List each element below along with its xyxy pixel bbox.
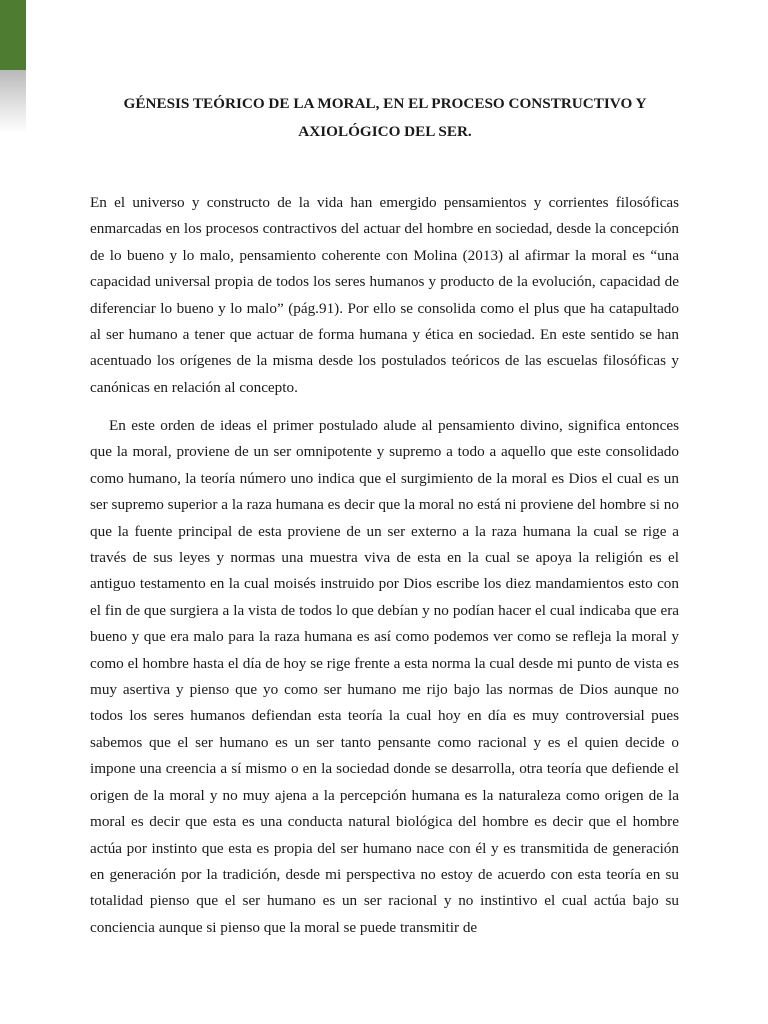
document-title [90,90,680,146]
paragraph-2: En este orden de ideas el primer postulado alude al pensamiento divino, significa entonces que la moral, proviene de un ser omnipotente y supremo a todo a aquello que este consolidado como humano, la teoría número uno indica que el surgimiento de la moral es Dios el cual es un ser supremo superior a la raza humana es decir que la moral no está ni proviene del hombre si no que la fuente principal de esta proviene de un ser externo a la raza humana la cual se rige a través de sus leyes y normas una muestra viva de esta en la cual se apoya la religión es el antiguo testamento en la cual moisés instruido por Dios escribe los diez mandamientos esto con el fin de que surgiera a la vista de todos lo que debían y no podían hacer el cual indicaba que era bueno y que era malo para la raza humana es así como podemos ver como se refleja la moral y como el hombre hasta el día de hoy se rige frente a esta norma la cual desde mi punto de vista es muy asertiva y pienso que yo como ser humano me rijo bajo las normas de Dios aunque no todos los seres humanos defiendan esta teoría la cual hoy en día es muy controversial pues sabemos que el ser humano es un ser tanto pensante como racional y es el quien decide o impone una creencia a sí mismo o en la sociedad donde se desarrolla, otra teoría que defiende el origen de la moral y no muy ajena a la percepción humana es la naturaleza como origen de la moral es decir que esta es una conducta natural biológica del hombre es decir que el hombre actúa por instinto que esta es propia del ser humano nace con él y es transmitida de generación en generación por la tradición, desde mi perspectiva no estoy de acuerdo con esta teoría en su totalidad pienso que el ser humano es un ser racional y no instintivo el cual actúa bajo su conciencia aunque si pienso que la moral se puede transmitir de [90,417,679,936]
title-line-2: AXIOLÓGICO DEL SER. [298,123,472,140]
accent-bar-green [0,0,26,70]
paragraph-1: En el universo y constructo de la vida han emergido pensamientos y corrientes filosóficas enmarcadas en los procesos contractivos del actuar del hombre en sociedad, desde la concepción de lo bueno y lo malo, pensamiento coherente con Molina (2013) al afirmar la moral es “una capacidad universal propia de todos los seres humanos y producto de la evolución, capacidad de diferenciar lo bueno y lo malo” (pág.91). Por ello se consolida como el plus que ha catapultado al ser humano a tener que actuar de forma humana y ética en sociedad. En este sentido se han acentuado los orígenes de la misma desde los postulados teóricos de las escuelas filosóficas y canónicas en relación al concepto. [90,194,679,396]
title-line-1: GÉNESIS TEÓRICO DE LA MORAL, EN EL PROCESO CONSTRUCTIVO Y [123,95,647,112]
accent-bar-fade [0,70,26,134]
